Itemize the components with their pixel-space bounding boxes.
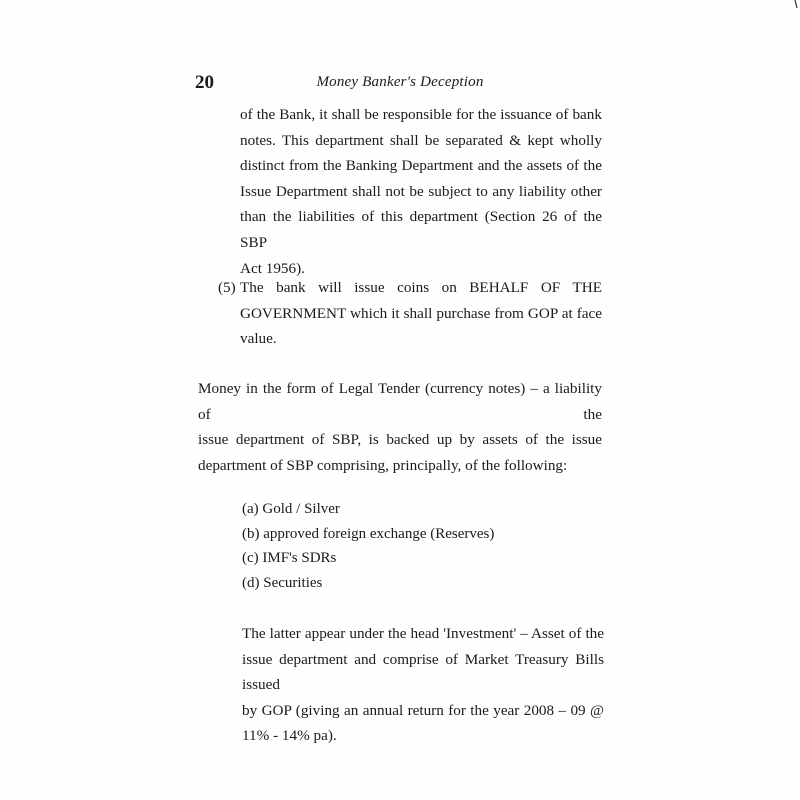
paragraph-investment [242, 621, 604, 749]
page-header [0, 72, 800, 96]
list-item: (c) IMF's SDRs [242, 550, 337, 566]
running-head: Money Banker's Deception [316, 74, 484, 90]
item-number: (5) [218, 279, 236, 296]
text-line: than the liabilities of this department (Section 26 of the SBP [240, 208, 602, 251]
text-line: GOVERNMENT which it shall purchase from GOP at face [240, 304, 602, 322]
text-line: The bank will issue coins on BEHALF OF THE [240, 279, 602, 296]
text-line: of the Bank, it shall be responsible for the issuance of bank [240, 106, 602, 123]
text-line: Money in the form of Legal Tender (currency notes) – a liability of the [198, 380, 602, 423]
asset-list [242, 497, 602, 595]
text-line: 11% - 14% pa). [242, 727, 337, 745]
text-line: value. [240, 330, 277, 348]
list-item: (d) Securities [242, 574, 323, 591]
text-line: Issue Department shall not be subject to any liability other [240, 182, 602, 200]
page-number: 20 [195, 72, 214, 93]
list-item: (a) Gold / Silver [242, 501, 340, 517]
paragraph-issue-department [240, 102, 602, 281]
item-text [240, 275, 602, 352]
list-item: (b) approved foreign exchange (Reserves) [242, 525, 495, 542]
text-line: Act 1956). [240, 259, 305, 277]
text-line: distinct from the Banking Department and the assets of the [240, 157, 602, 175]
text-line: department of SBP comprising, principally, of the following: [198, 456, 568, 474]
text-line: by GOP (giving an annual return for the year 2008 – 09 @ [242, 701, 604, 719]
scan-mark-icon [790, 0, 800, 8]
paragraph-legal-tender [198, 376, 602, 478]
text-line: issue department and comprise of Market Treasury Bills issued [242, 650, 604, 694]
text-line: The latter appear under the head 'Investment' – Asset of the [242, 625, 604, 642]
text-line: issue department of SBP, is backed up by assets of the issue [198, 431, 602, 449]
text-line: notes. This department shall be separated & kept wholly [240, 131, 602, 149]
